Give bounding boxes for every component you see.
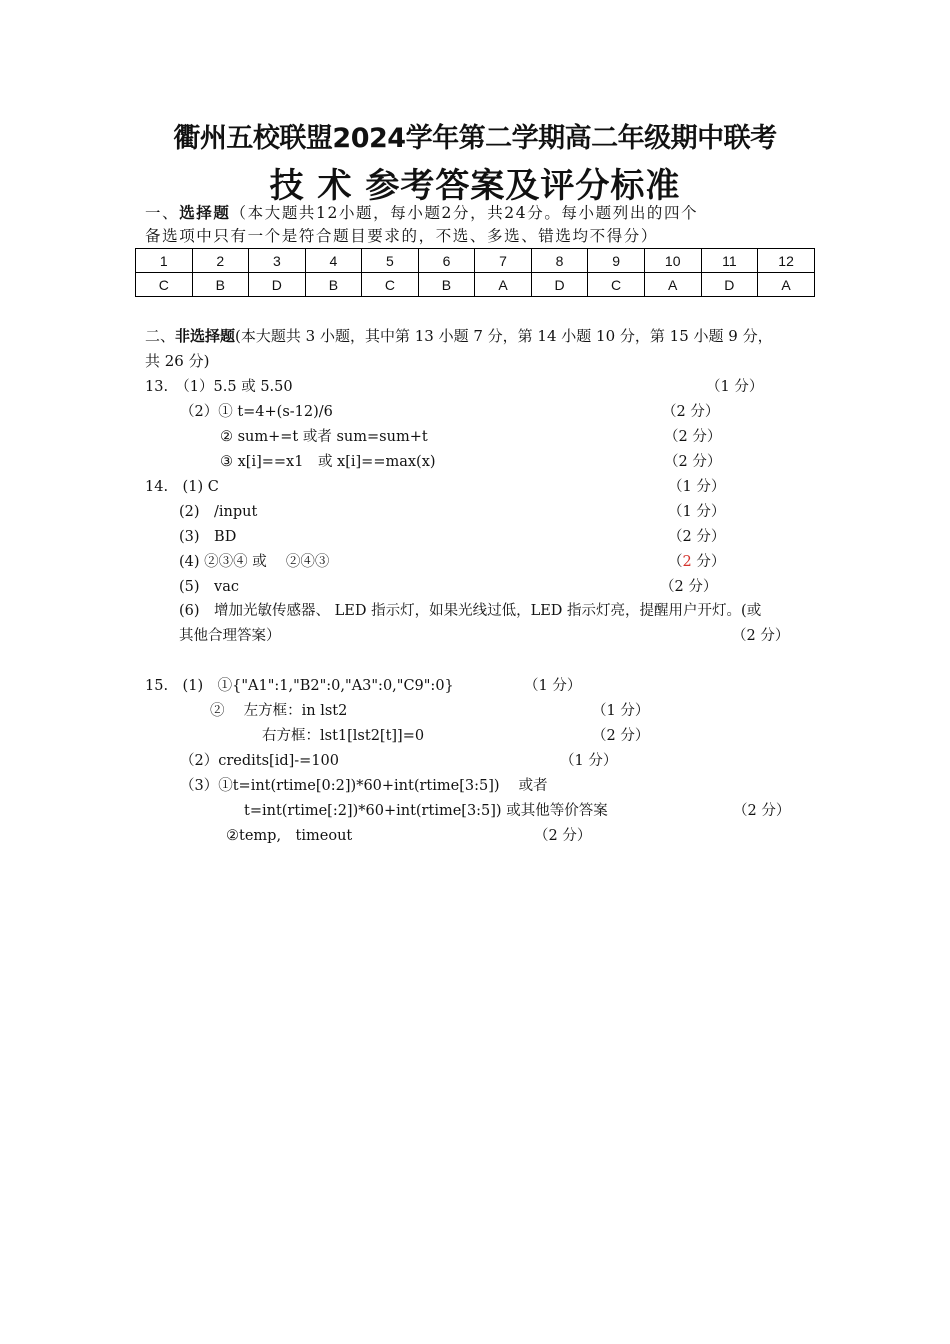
- section2-desc-line2: 共 26 分): [145, 352, 210, 370]
- answer-cell: A: [644, 273, 701, 297]
- question-number-cell: 1: [136, 249, 193, 273]
- question-number-cell: 8: [531, 249, 588, 273]
- q15-score-2: （1 分）: [592, 703, 650, 719]
- answer-cell: D: [531, 273, 588, 297]
- section2-intro: [145, 324, 810, 374]
- q15-line-3: 右方框：lst1[lst2[t]]=0: [262, 728, 425, 744]
- q14-score-3: （2 分）: [668, 529, 726, 545]
- q13-score-2: （2 分）: [662, 404, 720, 420]
- q14-line-2: (2) /input: [179, 504, 258, 520]
- answer-cell: C: [362, 273, 419, 297]
- section2-label: 二、: [145, 327, 176, 345]
- q14-line-6: (6) 增加光敏传感器、 LED 指示灯，如果光线过低，LED 指示灯亮，提醒用户开灯。(或: [179, 603, 762, 619]
- answer-cell: D: [701, 273, 758, 297]
- q14-line-5: (5) vac: [179, 579, 239, 595]
- q14-line-4: (4) ②③④ 或 ②④③: [179, 554, 330, 570]
- q13-score-3: （2 分）: [664, 429, 722, 445]
- answer-cell: B: [192, 273, 249, 297]
- answer-table-numbers-row: [136, 249, 815, 273]
- question-number-cell: 5: [362, 249, 419, 273]
- q15-score-7: （2 分）: [534, 828, 592, 844]
- question-number-cell: 11: [701, 249, 758, 273]
- section1-intro: [145, 202, 810, 248]
- q13-score-4: （2 分）: [664, 454, 722, 470]
- q15-line-5: （3）①t=int(rtime[0:2])*60+int(rtime[3:5]) 或者: [180, 778, 548, 794]
- q14-score-1: （1 分）: [668, 479, 726, 495]
- q14-line-1: 14. (1) C: [145, 479, 219, 495]
- q15-line-6: t=int(rtime[:2])*60+int(rtime[3:5]) 或其他等价答案: [244, 803, 608, 819]
- q15-line-7: ②temp, timeout: [226, 828, 353, 844]
- q15-score-3: （2 分）: [592, 728, 650, 744]
- answer-cell: A: [475, 273, 532, 297]
- q15-score-6: （2 分）: [733, 803, 791, 819]
- q13-score-1: （1 分）: [706, 379, 764, 395]
- section2-desc-line1: (本大题共 3 小题，其中第 13 小题 7 分，第 14 小题 10 分，第 15 小题 9 分，: [235, 327, 773, 345]
- answer-cell: A: [758, 273, 815, 297]
- q14-score-4-open: （: [668, 554, 683, 570]
- q14-score-4-close: 分）: [691, 554, 726, 570]
- section1-desc-line1: （本大题共12小题，每小题2分，共24分。每小题列出的四个: [230, 204, 699, 222]
- section1-heading: 选择题: [179, 204, 231, 222]
- q13-line-3: ② sum+=t 或者 sum=sum+t: [220, 429, 428, 445]
- answer-cell: D: [249, 273, 306, 297]
- q14-line-7: 其他合理答案）: [179, 628, 281, 644]
- q14-line-3: (3) BD: [179, 529, 237, 545]
- answer-cell: C: [588, 273, 645, 297]
- q14-score-2: （1 分）: [668, 504, 726, 520]
- question-number-cell: 3: [249, 249, 306, 273]
- answer-cell: C: [136, 273, 193, 297]
- question-number-cell: 9: [588, 249, 645, 273]
- q15-score-1: （1 分）: [524, 678, 582, 694]
- section1-label: 一、: [145, 204, 180, 222]
- q14-score-5: （2 分）: [660, 579, 718, 595]
- q14-score-7: （2 分）: [732, 628, 790, 644]
- q13-line-2: （2）① t=4+(s-12)/6: [180, 404, 333, 420]
- answer-cell: B: [305, 273, 362, 297]
- answer-cell: B: [418, 273, 475, 297]
- q13-line-4: ③ x[i]==x1 或 x[i]==max(x): [220, 454, 436, 470]
- question-number-cell: 2: [192, 249, 249, 273]
- q14-score-4: [668, 552, 725, 572]
- q13-line-1: 13. （1）5.5 或 5.50: [145, 379, 293, 395]
- q15-score-4: （1 分）: [560, 753, 618, 769]
- document-subtitle: 技 术 参考答案及评分标准: [269, 166, 681, 206]
- section2-heading: 非选择题: [175, 327, 236, 345]
- question-number-cell: 4: [305, 249, 362, 273]
- q15-line-1: 15. (1) ①{"A1":1,"B2":0,"A3":0,"C9":0}: [145, 678, 454, 694]
- question-number-cell: 12: [758, 249, 815, 273]
- answer-table-answers-row: [136, 273, 815, 297]
- q15-line-4: （2）credits[id]-=100: [180, 753, 340, 769]
- q14-score-4-value: 2: [682, 554, 692, 570]
- question-number-cell: 10: [644, 249, 701, 273]
- section1-desc-line2: 备选项中只有一个是符合题目要求的，不选、多选、错选均不得分）: [145, 227, 659, 245]
- q15-line-2: ② 左方框：in lst2: [210, 703, 348, 719]
- answer-table: [135, 248, 815, 297]
- document-title: 衢州五校联盟2024学年第二学期高二年级期中联考: [173, 123, 777, 154]
- question-number-cell: 6: [418, 249, 475, 273]
- question-number-cell: 7: [475, 249, 532, 273]
